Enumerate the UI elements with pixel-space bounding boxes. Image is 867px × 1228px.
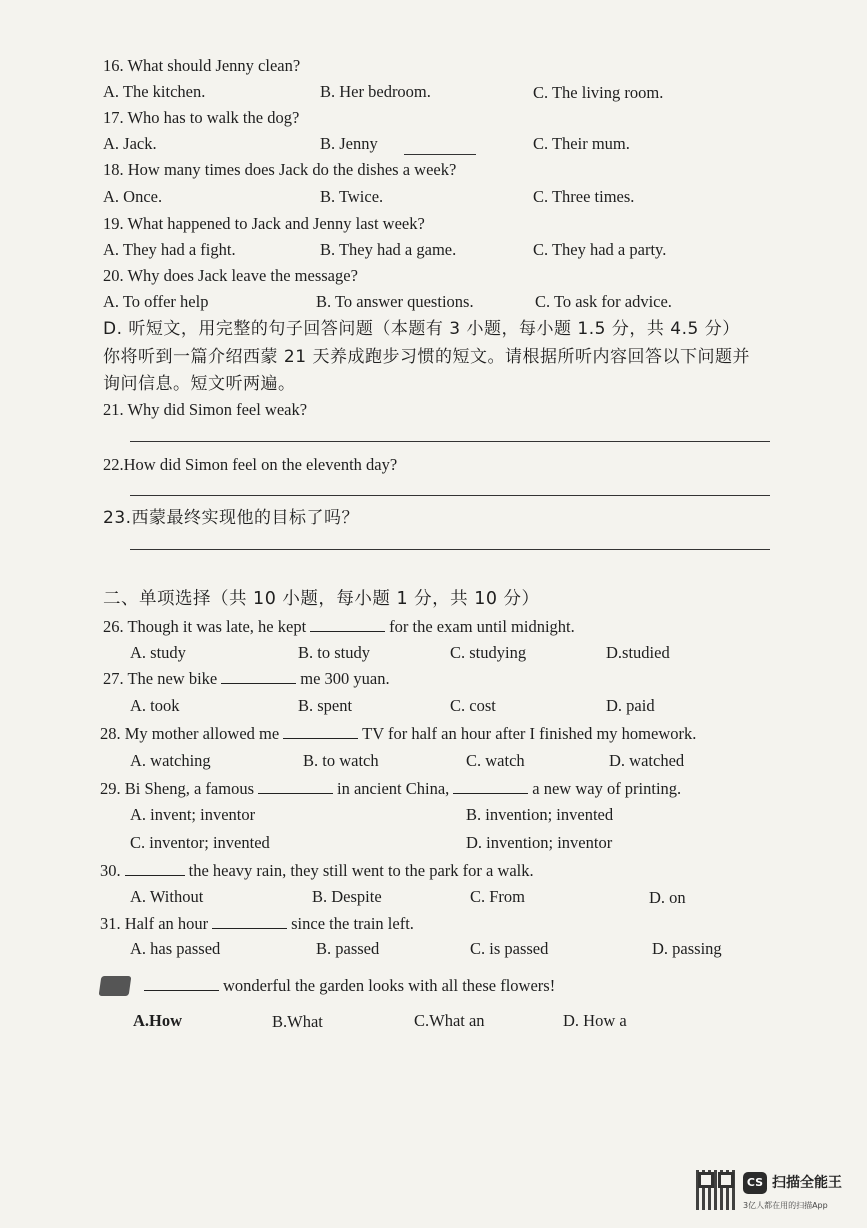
q29-blank-2: [453, 779, 528, 794]
q26-stem: [103, 617, 575, 637]
q17-option-b: B. Jenny: [320, 134, 378, 153]
q19-option-b: B. They had a game.: [320, 240, 457, 259]
q31-stem-pre: 31. Half an hour: [100, 914, 209, 933]
q27-option-b: B. spent: [298, 696, 353, 715]
q32-option-d: D. How a: [563, 1011, 627, 1030]
q16-text: 16. What should Jenny clean?: [103, 56, 301, 75]
q32-stem-post: wonderful the garden looks with all these flowers!: [223, 976, 556, 995]
q31-option-b: B. passed: [316, 939, 380, 958]
q23-answer-line: [130, 549, 770, 550]
q20-option-c: C. To ask for advice.: [535, 292, 672, 311]
q31-option-c: C. is passed: [470, 939, 549, 958]
q17-option-a: A. Jack.: [103, 134, 157, 153]
q28-option-b: B. to watch: [303, 751, 379, 770]
q19-option-c: C. They had a party.: [533, 240, 667, 259]
q19-text: 19. What happened to Jack and Jenny last week?: [103, 214, 425, 233]
q31-blank: [212, 914, 287, 929]
partd-heading: D. 听短文，用完整的句子回答问题（本题有 3 小题，每小题 1.5 分，共 4.5 分）: [103, 319, 740, 339]
q18-option-a: A. Once.: [103, 187, 163, 206]
q20-text: 20. Why does Jack leave the message?: [103, 266, 358, 285]
q29-stem-post: a new way of printing.: [532, 779, 682, 798]
q32-blank: [144, 976, 219, 991]
q32-option-b: B.What: [272, 1012, 323, 1031]
section2-title: 二、单项选择（共 10 小题，每小题 1 分，共 10 分）: [103, 589, 540, 609]
q26-option-a: A. study: [130, 643, 186, 662]
q26-stem-post: for the exam until midnight.: [389, 617, 575, 636]
q28-option-d: D. watched: [609, 751, 685, 770]
q17-option-c: C. Their mum.: [533, 134, 630, 153]
q16-option-b: B. Her bedroom.: [320, 82, 431, 101]
q31-stem: [100, 914, 414, 934]
q30-option-c: C. From: [470, 887, 526, 906]
q29-option-a: A. invent; inventor: [130, 805, 256, 824]
q17-text: 17. Who has to walk the dog?: [103, 108, 300, 127]
q20-option-b: B. To answer questions.: [316, 292, 474, 311]
q27-stem-post: me 300 yuan.: [300, 669, 390, 688]
q20-option-a: A. To offer help: [103, 292, 209, 311]
q18-option-c: C. Three times.: [533, 187, 635, 206]
q26-blank: [310, 617, 385, 632]
q27-option-d: D. paid: [606, 696, 655, 715]
q32-option-c: C.What an: [414, 1011, 485, 1030]
q28-stem-pre: 28. My mother allowed me: [100, 724, 280, 743]
q30-option-d: D. on: [649, 888, 686, 907]
q27-stem: [103, 669, 390, 689]
q29-stem-mid: in ancient China,: [337, 779, 450, 798]
q32-option-a: A.How: [133, 1011, 183, 1030]
q22-text: 22.How did Simon feel on the eleventh day?: [103, 455, 398, 474]
q22-answer-line: [130, 495, 770, 496]
q16-option-a: A. The kitchen.: [103, 82, 206, 101]
q29-stem: [100, 779, 681, 799]
q16-option-c: C. The living room.: [533, 83, 664, 102]
q29-blank-1: [258, 779, 333, 794]
q29-option-c: C. inventor; invented: [130, 833, 270, 852]
camscanner-name: 扫描全能王: [772, 1175, 842, 1191]
q27-stem-pre: 27. The new bike: [103, 669, 218, 688]
q21-text: 21. Why did Simon feel weak?: [103, 400, 308, 419]
camscanner-logo-icon: CS: [743, 1172, 767, 1194]
q29-option-b: B. invention; invented: [466, 805, 614, 824]
q26-option-d: D.studied: [606, 643, 670, 662]
q31-option-d: D. passing: [652, 939, 722, 958]
q30-stem-post: the heavy rain, they still went to the park for a walk.: [188, 861, 534, 880]
q28-stem: [100, 724, 696, 744]
q17-underline: [404, 154, 476, 155]
q26-stem-pre: 26. Though it was late, he kept: [103, 617, 307, 636]
q30-stem-pre: 30.: [100, 861, 121, 880]
q27-blank: [221, 669, 296, 684]
q26-option-c: C. studying: [450, 643, 527, 662]
q29-stem-pre: 29. Bi Sheng, a famous: [100, 779, 254, 798]
q19-option-a: A. They had a fight.: [103, 240, 236, 259]
q30-blank: [125, 861, 185, 876]
q31-stem-post: since the train left.: [291, 914, 414, 933]
q28-blank: [283, 724, 358, 739]
q30-stem: [100, 861, 534, 881]
q31-option-a: A. has passed: [130, 939, 221, 958]
q26-option-b: B. to study: [298, 643, 370, 662]
q28-option-a: A. watching: [130, 751, 211, 770]
q29-option-d: D. invention; inventor: [466, 833, 613, 852]
q28-stem-post: TV for half an hour after I finished my homework.: [362, 724, 697, 743]
q18-option-b: B. Twice.: [320, 187, 384, 206]
question-number-smudge: [99, 976, 132, 996]
q30-option-b: B. Despite: [312, 887, 382, 906]
q28-option-c: C. watch: [466, 751, 525, 770]
q21-answer-line: [130, 441, 770, 442]
q27-option-c: C. cost: [450, 696, 496, 715]
camscanner-tagline: 3亿人都在用的扫描App: [743, 1201, 828, 1210]
partd-intro-line2: 询问信息。短文听两遍。: [103, 374, 296, 394]
q32-stem: [140, 976, 555, 996]
q18-text: 18. How many times does Jack do the dishes a week?: [103, 160, 457, 179]
q30-option-a: A. Without: [130, 887, 204, 906]
q27-option-a: A. took: [130, 696, 180, 715]
qr-code-icon: [696, 1170, 736, 1210]
partd-intro-line1: 你将听到一篇介绍西蒙 21 天养成跑步习惯的短文。请根据所听内容回答以下问题并: [103, 347, 750, 367]
q23-text: 23.西蒙最终实现他的目标了吗？: [103, 508, 360, 528]
